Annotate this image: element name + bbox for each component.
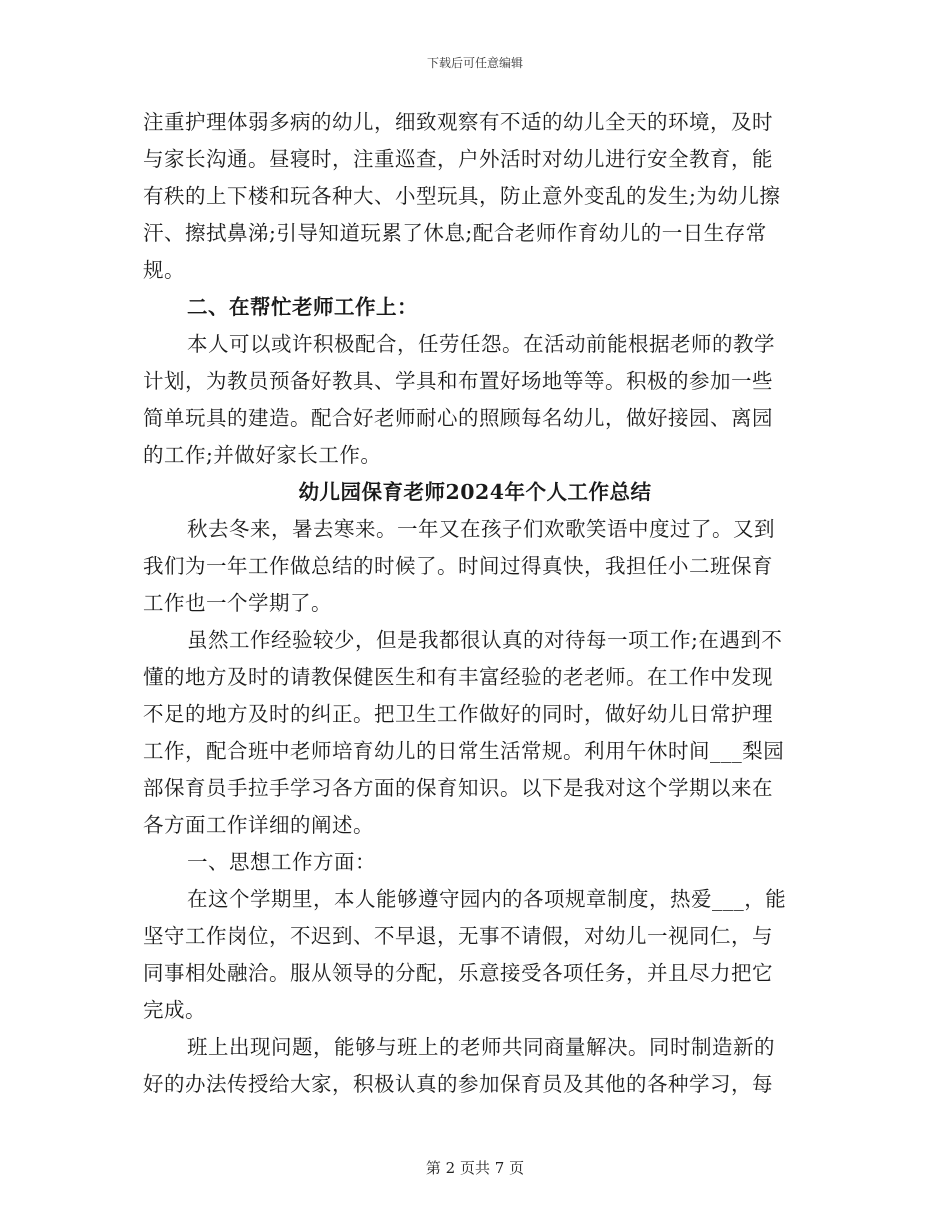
paragraph-line: 懂的地方及时的请教保健医生和有丰富经验的老老师。在工作中发现: [143, 665, 773, 689]
paragraph-line: 各方面工作详细的阐述。: [143, 813, 374, 837]
section-heading: 一、思想工作方面：: [187, 850, 376, 874]
paragraph-line: 注重护理体弱多病的幼儿，细致观察有不适的幼儿全天的环境，及时: [143, 110, 773, 134]
document-title: 幼儿园保育老师2024年个人工作总结: [298, 480, 652, 504]
paragraph-line: 的工作;并做好家长工作。: [143, 443, 382, 467]
paragraph-line: 完成。: [143, 998, 206, 1022]
paragraph-line: 简单玩具的建造。配合好老师耐心的照顾每名幼儿，做好接园、离园: [143, 406, 773, 430]
paragraph-line: 我们为一年工作做总结的时候了。时间过得真快，我担任小二班保育: [143, 554, 773, 578]
paragraph-line: 秋去冬来，暑去寒来。一年又在孩子们欢歌笑语中度过了。又到: [187, 517, 775, 541]
paragraph-line: 好的办法传授给大家，积极认真的参加保育员及其他的各种学习，每: [143, 1072, 773, 1096]
page-footer: 第 2 页共 7 页: [425, 1159, 525, 1177]
page-header: 下载后可任意编辑: [426, 56, 523, 70]
paragraph-line: 与家长沟通。昼寝时，注重巡查，户外活时对幼儿进行安全教育，能: [143, 147, 773, 171]
paragraph-line: 规。: [143, 258, 185, 282]
paragraph-line: 部保育员手拉手学习各方面的保育知识。以下是我对这个学期以来在: [143, 776, 773, 800]
paragraph-line: 不足的地方及时的纠正。把卫生工作做好的同时，做好幼儿日常护理: [143, 702, 773, 726]
section-heading: 二、在帮忙老师工作上：: [187, 295, 418, 319]
document-body: [143, 104, 807, 1103]
paragraph-line: 班上出现问题，能够与班上的老师共同商量解决。同时制造新的: [187, 1035, 775, 1059]
paragraph-line: 虽然工作经验较少，但是我都很认真的对待每一项工作;在遇到不: [187, 628, 783, 652]
paragraph-line: 工作，配合班中老师培育幼儿的日常生活常规。利用午休时间___梨园: [143, 739, 785, 763]
paragraph-line: 有秩的上下楼和玩各种大、小型玩具，防止意外变乱的发生;为幼儿擦: [143, 184, 781, 208]
paragraph-line: 计划，为教员预备好教具、学具和布置好场地等等。积极的参加一些: [143, 369, 773, 393]
paragraph-line: 工作也一个学期了。: [143, 591, 332, 615]
paragraph-line: 同事相处融洽。服从领导的分配，乐意接受各项任务，并且尽力把它: [143, 961, 773, 985]
paragraph-line: 汗、擦拭鼻涕;引导知道玩累了休息;配合老师作育幼儿的一日生存常: [143, 221, 767, 245]
paragraph-line: 坚守工作岗位，不迟到、不早退，无事不请假，对幼儿一视同仁，与: [143, 924, 773, 948]
paragraph-line: 本人可以或许积极配合，任劳任怨。在活动前能根据老师的教学: [187, 332, 775, 356]
paragraph-line: 在这个学期里，本人能够遵守园内的各项规章制度，热爱___，能: [187, 887, 787, 911]
